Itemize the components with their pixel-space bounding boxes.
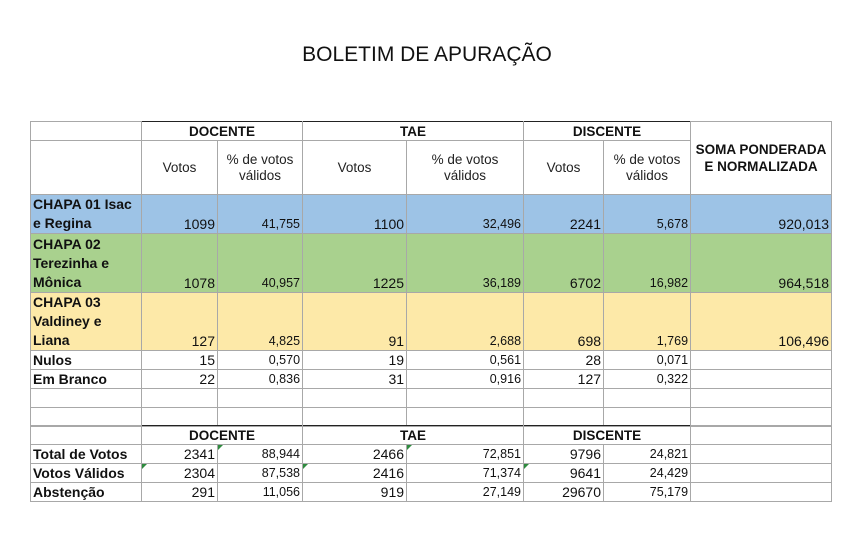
table-row-blank	[31, 389, 832, 408]
empty-cell	[303, 389, 407, 408]
table-row-nulos	[31, 351, 832, 370]
col-votos-discente: Votos	[524, 141, 604, 195]
group-header-row	[31, 122, 832, 141]
empty-cell	[691, 426, 832, 445]
soma-header: SOMA PONDERADA E NORMALIZADA	[691, 122, 832, 195]
empty-cell	[31, 408, 142, 427]
cell-docente-votos: 22	[142, 370, 218, 389]
empty-cell	[691, 389, 832, 408]
cell-tae-votos: 1225	[303, 234, 407, 293]
totals-header-docente: DOCENTE	[142, 426, 303, 445]
cell-discente-votos: 6702	[524, 234, 604, 293]
cell-tae-votos: 2466	[303, 445, 407, 464]
cell-tae-votos: 919	[303, 483, 407, 502]
cell-discente-pct: 24,821	[604, 445, 691, 464]
empty-cell	[218, 389, 303, 408]
cell-docente-pct: 0,570	[218, 351, 303, 370]
chapa-name: CHAPA 02 Terezinha e Mônica	[31, 234, 142, 293]
empty-cell	[691, 464, 832, 483]
row-label: Votos Válidos	[31, 464, 142, 483]
totals-table	[30, 425, 832, 502]
corner-cell	[31, 122, 142, 141]
cell-docente-pct: 4,825	[218, 293, 303, 351]
empty-cell	[604, 389, 691, 408]
cell-tae-pct: 32,496	[407, 195, 524, 234]
cell-discente-votos: 9641	[524, 464, 604, 483]
col-votos-tae: Votos	[303, 141, 407, 195]
empty-cell	[691, 408, 832, 427]
empty-cell	[31, 389, 142, 408]
cell-discente-votos: 2241	[524, 195, 604, 234]
cell-docente-pct: 87,538	[218, 464, 303, 483]
cell-discente-pct: 16,982	[604, 234, 691, 293]
empty-cell	[407, 408, 524, 427]
row-label: Total de Votos	[31, 445, 142, 464]
corner-cell-2	[31, 141, 142, 195]
cell-tae-pct: 2,688	[407, 293, 524, 351]
cell-discente-pct: 1,769	[604, 293, 691, 351]
cell-docente-pct: 40,957	[218, 234, 303, 293]
cell-discente-votos: 9796	[524, 445, 604, 464]
corner-cell	[31, 426, 142, 445]
cell-docente-votos: 127	[142, 293, 218, 351]
chapa-name: CHAPA 03 Valdiney e Liana	[31, 293, 142, 351]
empty-cell	[691, 370, 832, 389]
cell-docente-pct: 88,944	[218, 445, 303, 464]
cell-docente-votos: 1078	[142, 234, 218, 293]
cell-soma: 106,496	[691, 293, 832, 351]
totals-header-discente: DISCENTE	[524, 426, 691, 445]
table-row-abstencao	[31, 483, 832, 502]
empty-cell	[303, 408, 407, 427]
group-header-tae: TAE	[303, 122, 524, 141]
cell-tae-votos: 1100	[303, 195, 407, 234]
cell-docente-votos: 2341	[142, 445, 218, 464]
empty-cell	[691, 351, 832, 370]
cell-tae-pct: 72,851	[407, 445, 524, 464]
totals-group-header-row	[31, 426, 832, 445]
col-votos-docente: Votos	[142, 141, 218, 195]
page-title: BOLETIM DE APURAÇÃO	[302, 43, 552, 66]
cell-discente-pct: 75,179	[604, 483, 691, 502]
empty-cell	[691, 445, 832, 464]
cell-soma: 964,518	[691, 234, 832, 293]
cell-discente-votos: 698	[524, 293, 604, 351]
cell-discente-votos: 127	[524, 370, 604, 389]
results-table	[30, 121, 832, 427]
cell-discente-votos: 29670	[524, 483, 604, 502]
col-pct-docente: % de votos válidos	[218, 141, 303, 195]
cell-tae-votos: 91	[303, 293, 407, 351]
group-header-discente: DISCENTE	[524, 122, 691, 141]
cell-docente-votos: 291	[142, 483, 218, 502]
empty-cell	[142, 389, 218, 408]
col-pct-discente: % de votos válidos	[604, 141, 691, 195]
empty-cell	[407, 389, 524, 408]
cell-docente-votos: 15	[142, 351, 218, 370]
table-row-chapa-02	[31, 234, 832, 293]
cell-tae-votos: 19	[303, 351, 407, 370]
empty-cell	[142, 408, 218, 427]
cell-tae-pct: 0,561	[407, 351, 524, 370]
cell-discente-pct: 0,071	[604, 351, 691, 370]
cell-discente-pct: 24,429	[604, 464, 691, 483]
cell-docente-votos: 2304	[142, 464, 218, 483]
table-row-chapa-03	[31, 293, 832, 351]
row-label: Abstenção	[31, 483, 142, 502]
chapa-name: CHAPA 01 Isac e Regina	[31, 195, 142, 234]
cell-docente-votos: 1099	[142, 195, 218, 234]
cell-tae-pct: 27,149	[407, 483, 524, 502]
table-row-blank	[31, 408, 832, 427]
group-header-docente: DOCENTE	[142, 122, 303, 141]
col-pct-tae: % de votos válidos	[407, 141, 524, 195]
table-row-total-votos	[31, 445, 832, 464]
empty-cell	[604, 408, 691, 427]
cell-tae-pct: 36,189	[407, 234, 524, 293]
empty-cell	[691, 483, 832, 502]
cell-docente-pct: 0,836	[218, 370, 303, 389]
table-row-votos-validos	[31, 464, 832, 483]
empty-cell	[218, 408, 303, 427]
row-label: Em Branco	[31, 370, 142, 389]
cell-soma: 920,013	[691, 195, 832, 234]
cell-docente-pct: 11,056	[218, 483, 303, 502]
cell-tae-votos: 2416	[303, 464, 407, 483]
totals-header-tae: TAE	[303, 426, 524, 445]
cell-tae-pct: 71,374	[407, 464, 524, 483]
table-row-chapa-01	[31, 195, 832, 234]
empty-cell	[524, 408, 604, 427]
table-row-em-branco	[31, 370, 832, 389]
cell-discente-pct: 0,322	[604, 370, 691, 389]
cell-discente-pct: 5,678	[604, 195, 691, 234]
cell-tae-pct: 0,916	[407, 370, 524, 389]
cell-discente-votos: 28	[524, 351, 604, 370]
cell-tae-votos: 31	[303, 370, 407, 389]
empty-cell	[524, 389, 604, 408]
row-label: Nulos	[31, 351, 142, 370]
cell-docente-pct: 41,755	[218, 195, 303, 234]
